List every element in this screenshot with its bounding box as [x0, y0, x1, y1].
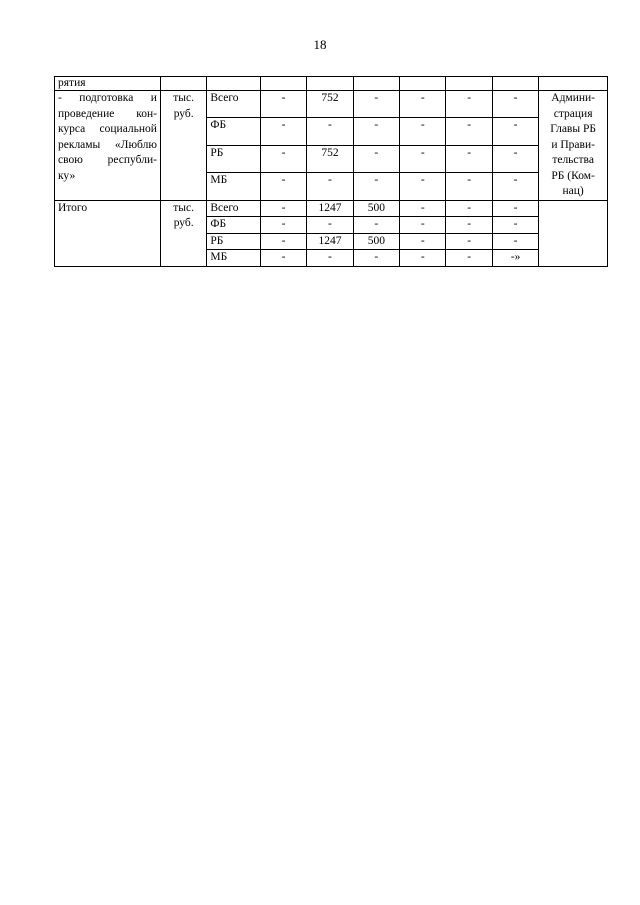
empty-cell [207, 77, 260, 91]
value-cell: - [400, 217, 446, 234]
empty-cell [260, 77, 306, 91]
funding-source: Всего [207, 91, 260, 118]
cell-line: ку» [58, 169, 76, 182]
cell-line: страция [553, 107, 593, 120]
cell-line: тыс. [173, 92, 195, 104]
page-number: 18 [313, 37, 327, 52]
value-cell: - [492, 200, 538, 217]
empty-cell [446, 77, 492, 91]
value-cell: - [400, 91, 446, 118]
total-label: Итого [55, 200, 161, 266]
value-cell: - [400, 200, 446, 217]
value-cell: - [446, 233, 492, 250]
value-cell: - [492, 217, 538, 234]
value-cell: - [260, 118, 306, 145]
value-cell: - [400, 118, 446, 145]
value-cell: - [260, 91, 306, 118]
value-cell: - [446, 91, 492, 118]
value-cell: - [446, 173, 492, 200]
value-cell: - [446, 200, 492, 217]
budget-table [54, 76, 608, 267]
unit-cell [160, 200, 206, 266]
value-cell: - [492, 233, 538, 250]
value-cell: - [353, 217, 399, 234]
activity-description [55, 91, 161, 201]
empty-cell [307, 77, 353, 91]
value-cell: - [260, 233, 306, 250]
funding-source: РБ [207, 145, 260, 172]
cell-line: рекламы «Люблю [58, 138, 157, 151]
value-cell: - [492, 91, 538, 118]
value-cell: - [353, 118, 399, 145]
cell-line: свою республи- [58, 154, 157, 166]
value-cell: - [353, 145, 399, 172]
table-row [55, 91, 608, 118]
cell-line: тыс. [173, 201, 195, 214]
value-cell: - [260, 200, 306, 217]
value-cell: - [492, 173, 538, 200]
value-cell: 500 [353, 233, 399, 250]
unit-cell [160, 91, 206, 201]
value-cell: - [446, 250, 492, 267]
empty-responsible-cell [539, 200, 608, 266]
value-cell: - [446, 145, 492, 172]
responsible-executor [539, 91, 608, 201]
funding-source: ФБ [207, 118, 260, 145]
funding-source: РБ [207, 233, 260, 250]
cell-line: проведение кон- [58, 107, 157, 120]
value-cell: - [400, 145, 446, 172]
empty-cell [492, 77, 538, 91]
value-cell: - [260, 217, 306, 234]
cell-line: - подготовка и [58, 92, 157, 104]
cell-line: руб. [173, 217, 194, 229]
cell-line: РБ (Ком- [551, 169, 595, 182]
value-cell: - [307, 118, 353, 145]
cell-line: Админи- [551, 92, 595, 104]
funding-source: Всего [207, 200, 260, 217]
value-cell: - [260, 173, 306, 200]
funding-source: ФБ [207, 217, 260, 234]
value-cell: 752 [307, 91, 353, 118]
value-cell: - [307, 217, 353, 234]
value-cell: - [307, 173, 353, 200]
value-cell: 752 [307, 145, 353, 172]
continuation-row [55, 77, 608, 91]
value-cell: - [400, 250, 446, 267]
value-cell: - [446, 217, 492, 234]
value-cell: - [260, 250, 306, 267]
value-cell: - [353, 173, 399, 200]
empty-cell [160, 77, 206, 91]
continuation-text: рятия [55, 77, 161, 91]
value-cell: 500 [353, 200, 399, 217]
empty-cell [353, 77, 399, 91]
value-cell: - [400, 233, 446, 250]
value-cell: -» [492, 250, 538, 267]
cell-line: Главы РБ [550, 123, 596, 135]
value-cell: - [307, 250, 353, 267]
funding-source: МБ [207, 173, 260, 200]
empty-cell [539, 77, 608, 91]
table-row [55, 200, 608, 217]
cell-line: руб. [173, 107, 194, 120]
cell-line: и Прави- [551, 138, 595, 151]
empty-cell [400, 77, 446, 91]
value-cell: - [446, 118, 492, 145]
funding-source: МБ [207, 250, 260, 267]
value-cell: - [492, 145, 538, 172]
value-cell: - [260, 145, 306, 172]
value-cell: 1247 [307, 200, 353, 217]
cell-line: нац) [562, 185, 584, 197]
value-cell: 1247 [307, 233, 353, 250]
cell-line: тельства [552, 154, 594, 166]
value-cell: - [353, 91, 399, 118]
value-cell: - [400, 173, 446, 200]
cell-line: курса социальной [58, 123, 157, 135]
value-cell: - [492, 118, 538, 145]
value-cell: - [353, 250, 399, 267]
